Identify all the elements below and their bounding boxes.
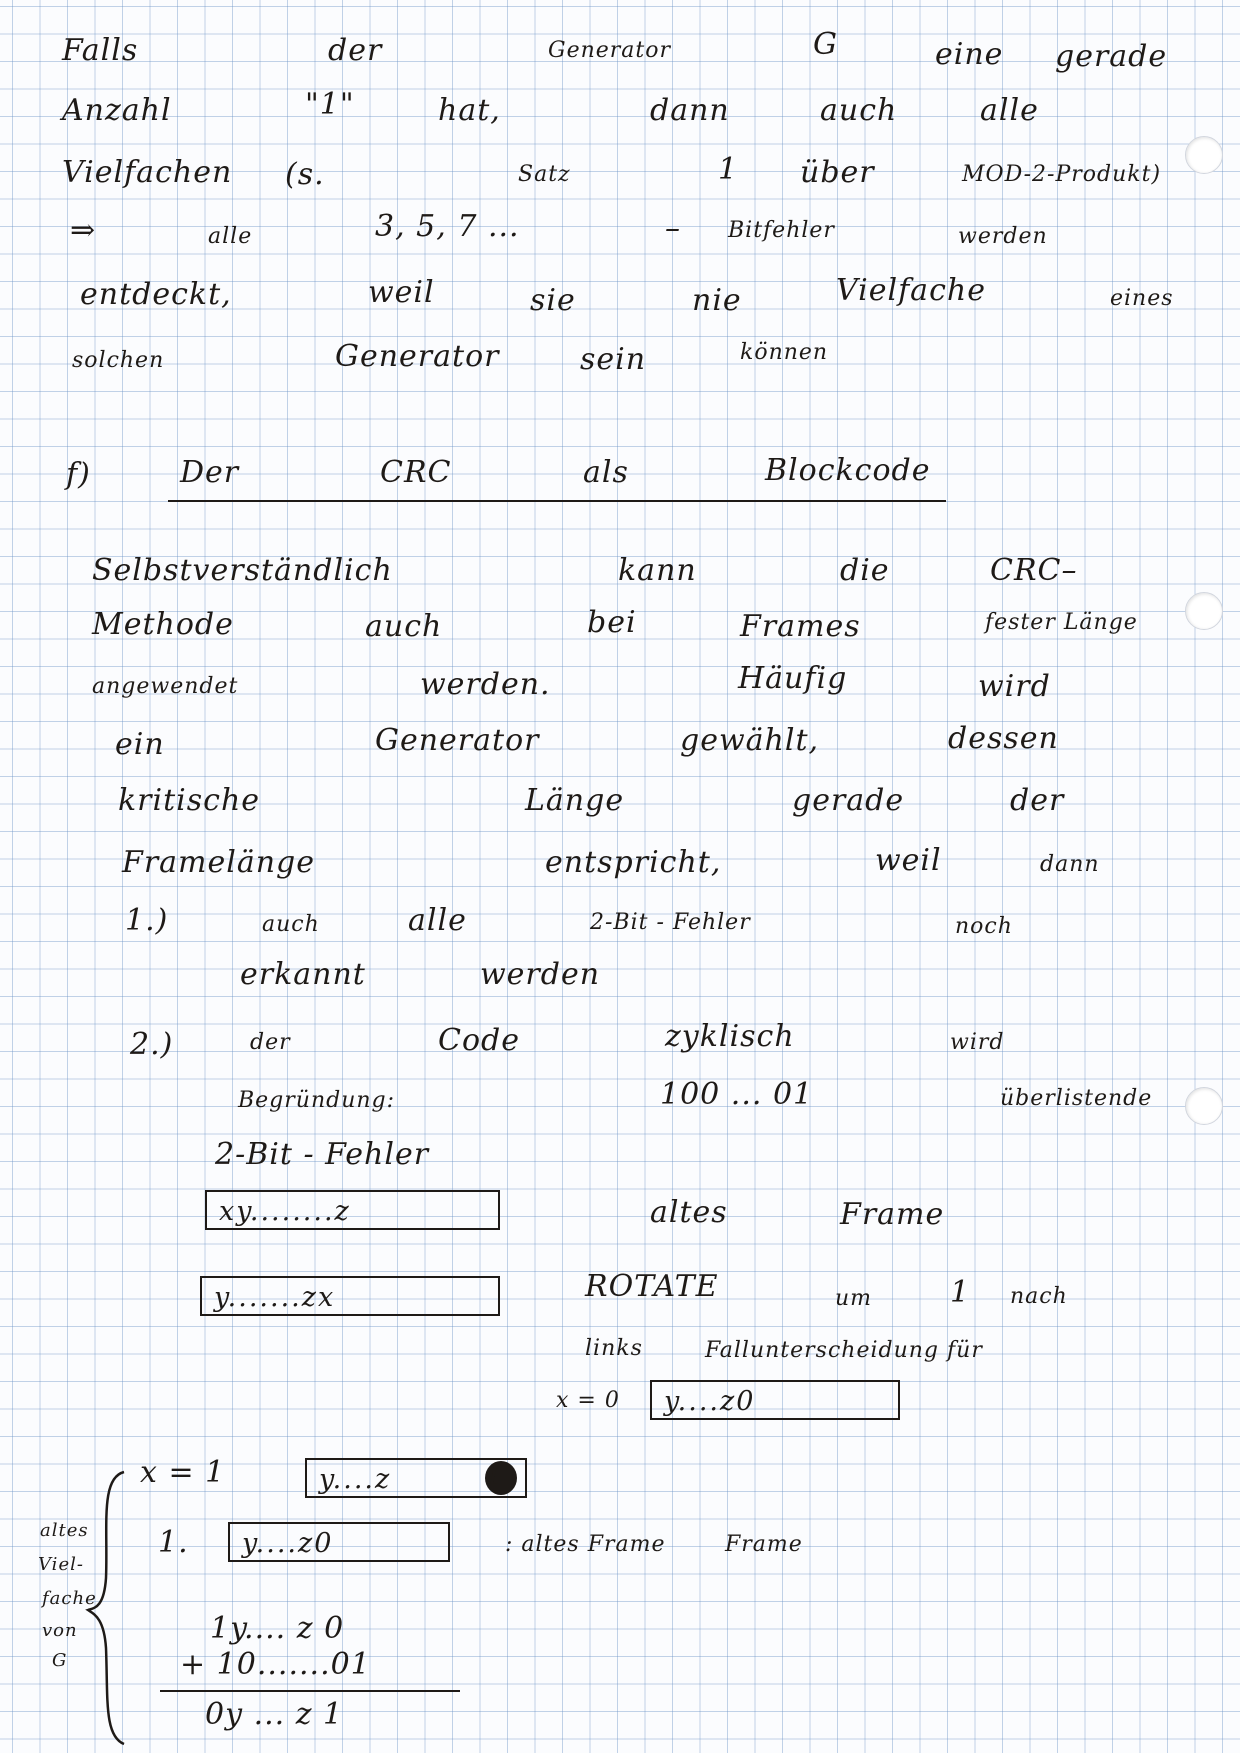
word: links: [585, 1336, 643, 1361]
side-note-line: altes: [40, 1520, 89, 1541]
word: weil: [368, 275, 435, 310]
word: (s.: [285, 157, 325, 192]
side-note-line: Viel-: [38, 1554, 84, 1575]
word: solchen: [72, 348, 165, 373]
punch-hole-middle-upper: [1185, 592, 1223, 630]
word: –: [665, 211, 681, 246]
heading-word: CRC: [380, 455, 452, 490]
word: dann: [650, 93, 730, 128]
word: Frame: [725, 1532, 803, 1557]
word: bei: [587, 605, 637, 640]
word: gerade: [1055, 39, 1168, 74]
word: kann: [618, 553, 697, 588]
frame-box-rotated: [200, 1276, 500, 1316]
word: 1: [950, 1275, 971, 1310]
word: um: [835, 1286, 873, 1311]
word: Satz: [518, 162, 571, 187]
word: alle: [208, 224, 253, 249]
word: ROTATE: [585, 1269, 719, 1304]
word: ein: [115, 727, 165, 762]
word: wird: [978, 669, 1051, 704]
word: Vielfachen: [62, 155, 233, 190]
word: werden: [480, 957, 601, 992]
frame-bits: y....z0: [664, 1386, 756, 1417]
word: CRC–: [990, 553, 1078, 588]
word: sein: [580, 342, 647, 377]
word: angewendet: [92, 674, 239, 699]
case-label: x = 1: [140, 1455, 226, 1490]
item-number: 1.): [125, 903, 169, 938]
word: sie: [530, 283, 576, 318]
word: Bitfehler: [728, 218, 835, 243]
word: der: [1010, 783, 1065, 818]
word: können: [740, 340, 829, 365]
frame-box-step1: [228, 1522, 450, 1562]
word: Begründung:: [238, 1088, 396, 1113]
section-marker: f): [66, 457, 91, 492]
word: 2-Bit - Fehler: [215, 1137, 430, 1172]
word: Methode: [92, 607, 234, 642]
word: 100 ... 01: [660, 1077, 814, 1112]
item-number: 2.): [130, 1027, 174, 1062]
word: entspricht,: [545, 845, 722, 880]
word: MOD-2-Produkt): [962, 162, 1162, 187]
word: der: [250, 1030, 291, 1055]
word: eines: [1110, 286, 1174, 311]
word: gewählt,: [680, 723, 820, 758]
word: Code: [438, 1023, 520, 1058]
word: die: [840, 553, 890, 588]
punch-hole-top: [1185, 136, 1223, 174]
word: Falls: [62, 33, 139, 68]
word: über: [800, 155, 875, 190]
frame-bits: y....z: [319, 1464, 392, 1495]
word: altes: [650, 1195, 728, 1230]
word: Fallunterscheidung für: [705, 1338, 983, 1363]
word: überlistende: [1000, 1086, 1153, 1111]
frame-bits: y....z0: [242, 1528, 334, 1559]
step-number: 1.: [158, 1525, 189, 1560]
word: : altes Frame: [505, 1532, 666, 1557]
word: alle: [980, 93, 1039, 128]
case-label: x = 0: [556, 1388, 620, 1413]
side-note-line: von: [42, 1620, 78, 1641]
side-note-line: fache: [42, 1588, 97, 1609]
word: Generator: [375, 723, 540, 758]
word: 3, 5, 7 ...: [375, 209, 520, 244]
word: weil: [875, 843, 942, 878]
filled-bit: 1: [485, 1461, 517, 1495]
calc-line: + 10.......01: [180, 1647, 371, 1682]
word: eine: [935, 37, 1004, 72]
word: Frames: [740, 609, 861, 644]
word: werden.: [420, 667, 551, 702]
word: G: [813, 27, 838, 62]
word: alle: [408, 903, 467, 938]
word: "1": [305, 87, 355, 122]
word: erkannt: [240, 957, 366, 992]
word: Anzahl: [62, 93, 172, 128]
word: Vielfache: [836, 273, 986, 308]
word: fester Länge: [985, 610, 1138, 635]
word: Generator: [548, 38, 672, 63]
word: auch: [365, 609, 443, 644]
frame-box-case-x1: [305, 1458, 527, 1498]
word: hat,: [438, 93, 501, 128]
word: dann: [1040, 852, 1100, 877]
word: entdeckt,: [80, 277, 232, 312]
word: Selbstverständlich: [92, 553, 393, 588]
frame-bits: xy........z: [219, 1196, 351, 1227]
heading-underline: [168, 500, 946, 502]
word: 2-Bit - Fehler: [590, 910, 751, 935]
word: Länge: [525, 783, 625, 818]
heading-word: Blockcode: [765, 453, 931, 488]
frame-box-case-x0: [650, 1380, 900, 1420]
word: gerade: [792, 783, 905, 818]
word: ⇒: [70, 213, 97, 248]
word: 1: [718, 152, 739, 187]
word: dessen: [948, 721, 1059, 756]
heading-word: Der: [180, 455, 240, 490]
word: auch: [820, 93, 898, 128]
word: Frame: [840, 1197, 945, 1232]
word: nach: [1010, 1284, 1068, 1309]
side-note-line: G: [52, 1650, 68, 1671]
word: kritische: [118, 783, 261, 818]
punch-hole-middle-lower: [1185, 1087, 1223, 1125]
word: wird: [950, 1030, 1005, 1055]
word: noch: [955, 914, 1013, 939]
word: werden: [958, 224, 1048, 249]
word: auch: [262, 912, 320, 937]
word: Framelänge: [122, 845, 316, 880]
calc-line: 1y.... z 0: [210, 1611, 345, 1646]
word: der: [328, 33, 383, 68]
calc-sum-line: [160, 1690, 460, 1692]
calc-result: 0y ... z 1: [205, 1697, 344, 1732]
word: nie: [692, 283, 742, 318]
frame-box-old: [205, 1190, 500, 1230]
word: zyklisch: [665, 1019, 795, 1054]
heading-word: als: [583, 455, 629, 490]
word: Generator: [335, 339, 500, 374]
frame-bits: y.......zx: [214, 1282, 336, 1313]
word: Häufig: [738, 661, 848, 696]
